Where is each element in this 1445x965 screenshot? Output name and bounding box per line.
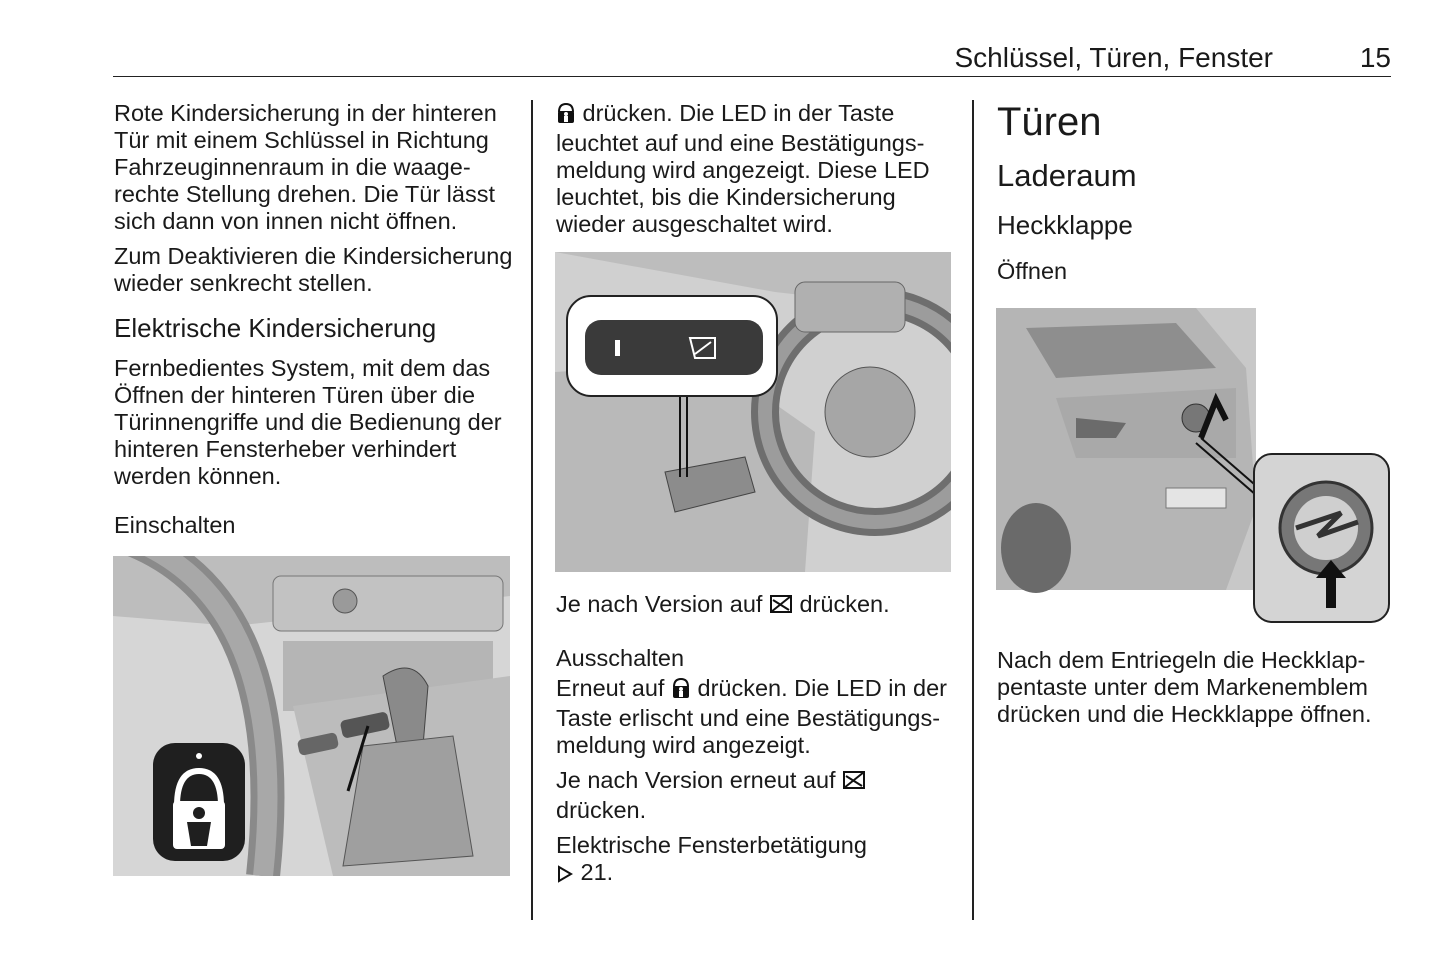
subheading-open: Öffnen	[997, 258, 1068, 284]
paragraph-press-button: drücken. Die LED in der Taste leuchtet auf und eine Bestätigungsmeldung wird angezeigt. Diese LED leuchtet, bis die Kindersicherung wieder ausgeschaltet wird.	[556, 100, 930, 237]
page-reference-arrow-icon	[556, 862, 574, 889]
figure-tailgate	[996, 308, 1392, 626]
tailgate-illustration	[996, 308, 1392, 626]
column-2	[556, 100, 956, 238]
column-divider-1	[531, 100, 533, 920]
chapter-heading-doors: Türen	[997, 100, 1102, 144]
child-lock-icon	[556, 102, 576, 130]
section-heading-cargo: Laderaum	[997, 158, 1137, 193]
column-3-lower	[997, 647, 1392, 728]
paragraph-deactivate: Zum Deaktivieren die Kindersicherung wieder senkrecht stellen.	[114, 243, 513, 296]
subheading-switch-on: Einschalten	[114, 512, 236, 538]
chapter-title: Schlüssel, Türen, Fenster	[954, 42, 1273, 73]
door-panel-illustration	[555, 252, 951, 572]
subheading-switch-off: Ausschalten	[556, 645, 685, 671]
window-lock-icon	[842, 769, 866, 797]
column-3	[997, 100, 1392, 285]
page-number: 15	[1359, 42, 1391, 73]
section-heading-electric-lock: Elektrische Kindersicherung	[114, 313, 437, 343]
center-console-illustration	[113, 556, 510, 876]
column-divider-2	[972, 100, 974, 920]
subsection-heading-tailgate: Heckklappe	[997, 210, 1133, 240]
paragraph-open-tailgate: Nach dem Entriegeln die Heckklappentaste unter dem Markenemblem drücken und die Heckklappe öffnen.	[997, 647, 1372, 727]
child-lock-icon	[671, 677, 691, 705]
cross-reference-link[interactable]: 21.	[580, 859, 614, 885]
paragraph-version-press-again: Je nach Version erneut auf drücken.	[556, 767, 956, 824]
column-1	[114, 100, 514, 539]
column-2-lower	[556, 591, 956, 889]
paragraph-press-again: Erneut auf drücken. Die LED in der Taste erlischt und eine Bestätigungsmeldung wird angezeigt.	[556, 675, 947, 758]
figure-door-panel	[555, 252, 951, 572]
paragraph-remote-system: Fernbedientes System, mit dem das Öffnen der hinteren Türen über die Türinnengriffe und die Bedienung der hinteren Fensterheber verhindert werden können.	[114, 355, 502, 489]
paragraph-mechanical-lock: Rote Kindersicherung in der hinteren Tür mit einem Schlüssel in Richtung Fahrzeuginnenraum in die waagerechte Stellung drehen. Die Tür lässt sich dann von innen nicht öffnen.	[114, 100, 497, 234]
paragraph-cross-reference: Elektrische Fensterbetätigung 21.	[556, 832, 956, 889]
window-lock-icon	[769, 593, 793, 621]
figure-center-console	[113, 556, 510, 876]
running-header	[113, 40, 1391, 77]
paragraph-version-press: Je nach Version auf drücken.	[556, 591, 956, 621]
